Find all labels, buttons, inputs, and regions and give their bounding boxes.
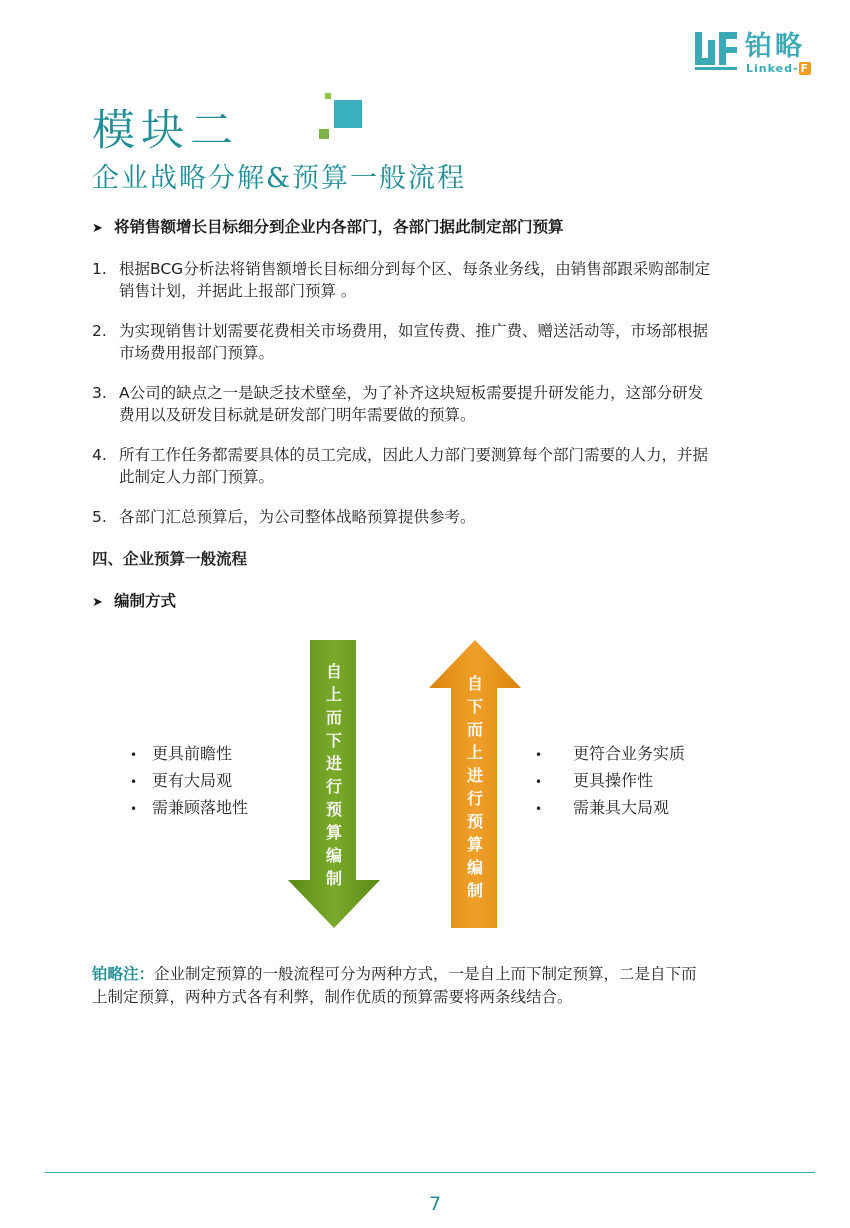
list-item: 5. 各部门汇总预算后，为公司整体战略预算提供参考。 [92, 508, 476, 526]
list-item: • 更具前瞻性 [130, 744, 233, 763]
decor-square-teal [334, 100, 362, 128]
brand-logo-icon [695, 32, 737, 72]
arrow-bullet-icon: ➤ [92, 221, 103, 236]
decor-square-green [319, 129, 329, 139]
note-label: 铂略注： [92, 965, 155, 983]
top-down-points [130, 741, 248, 822]
list-item: • 需兼顾落地性 [130, 798, 249, 817]
top-down-label: 自 上 而 下 进 行 预 算 编 制 [325, 662, 342, 888]
list-item: • 更有大局观 [130, 771, 233, 790]
list-item: 4. 所有工作任务都需要具体的员工完成，因此人力部门要测算每个部门需要的人力，并据 此制定人力部门预算。 [92, 446, 709, 486]
list-item: • 更符合业务实质 [535, 744, 686, 763]
list-item: 2. 为实现销售计划需要花费相关市场费用，如宣传费、推广费、赠送活动等，市场部根据 市场费用报部门预算。 [92, 322, 709, 362]
list-item: 1. 根据BCG分析法将销售额增长目标细分到每个区、每条业务线，由销售部跟采购部制定 销售计划，并据此上报部门预算 。 [92, 260, 711, 300]
decor-square-small-green [325, 93, 331, 99]
arrow-bullet-icon: ➤ [92, 595, 103, 610]
brand-name-en: Linked- F [746, 62, 810, 75]
note-paragraph: 铂略注：企业制定预算的一般流程可分为两种方式，一是自上而下制定预算，二是自下而 上制定预算，两种方式各有利弊，制作优质的预算需要将两条线结合。 [92, 965, 697, 1006]
list-item: 3. A公司的缺点之一是缺乏技术壁垒，为了补齐这块短板需要提升研发能力，这部分研发 费用以及研发目标就是研发部门明年需要做的预算。 [92, 384, 704, 424]
page-number: 7 [428, 1193, 442, 1215]
section2-subheading: ➤ 编制方式 [92, 590, 176, 614]
brand-name-cn: 铂略 [745, 31, 805, 62]
section2-heading: 四、企业预算一般流程 [92, 550, 248, 568]
page-subtitle: 企业战略分解&预算一般流程 [92, 163, 467, 194]
list-item: • 更具操作性 [535, 771, 654, 790]
section1-heading: ➤ 将销售额增长目标细分到企业内各部门，各部门据此制定部门预算 [92, 216, 564, 240]
list-item: • 需兼具大局观 [535, 798, 670, 817]
footer-divider [45, 1172, 815, 1173]
bottom-up-points [535, 741, 685, 822]
bottom-up-label: 自 下 而 上 进 行 预 算 编 制 [466, 674, 483, 900]
module-title: 模块二 [92, 106, 239, 156]
